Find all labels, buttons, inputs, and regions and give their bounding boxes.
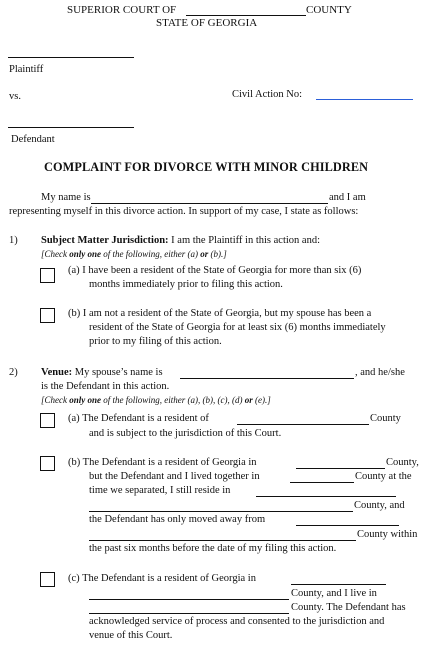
- option-2b-line-1: (b) The Defendant is a resident of Georgia in: [68, 457, 257, 468]
- option-1a-line-1: (a) I have been a resident of the State of Georgia for more than six (6): [68, 265, 362, 276]
- document-title: COMPLAINT FOR DIVORCE WITH MINOR CHILDREN: [44, 160, 369, 174]
- option-2c-line-1: (c) The Defendant is a resident of Georgia in: [68, 573, 256, 584]
- option-2b-line-7: the past six months before the date of my filing this action.: [89, 543, 337, 554]
- option-2c-line-2-field[interactable]: [89, 599, 289, 600]
- instruction-emphasis: or: [200, 249, 209, 259]
- option-2b-checkbox[interactable]: [40, 456, 55, 471]
- section-2-text: My spouse’s name is: [72, 367, 163, 378]
- intro-line-2: representing myself in this divorce action. In support of my case, I state as follows:: [9, 206, 359, 217]
- civil-action-label: Civil Action No:: [232, 89, 303, 100]
- option-2b-county-label-1: County,: [386, 457, 419, 468]
- spouse-name-field[interactable]: [180, 378, 354, 379]
- petitioner-name-field[interactable]: [91, 203, 328, 204]
- defendant-label: Defendant: [11, 134, 55, 145]
- option-2b-residence-county-field[interactable]: [89, 511, 353, 512]
- option-2a-county-field[interactable]: [237, 424, 369, 425]
- plaintiff-name-field[interactable]: [8, 57, 134, 58]
- option-2c-line-4: acknowledged service of process and consented to the jurisdiction and: [89, 616, 385, 627]
- option-2b-defendant-county-field[interactable]: [296, 468, 385, 469]
- option-2b-line-5: the Defendant has only moved away from: [89, 514, 266, 525]
- option-2b-line-3: time we separated, I still reside in: [89, 485, 231, 496]
- section-1-heading: Subject Matter Jurisdiction:: [41, 235, 169, 246]
- instruction-part: (b).]: [208, 249, 227, 259]
- option-2b-shared-county-field[interactable]: [290, 482, 354, 483]
- instruction-emphasis: only one: [69, 395, 102, 405]
- option-2b-residence-field[interactable]: [256, 496, 396, 497]
- option-2c-line-2-text: County, and I live in: [291, 588, 377, 599]
- option-2a-line-2: and is subject to the jurisdiction of this Court.: [89, 428, 282, 439]
- section-2-heading-line: [41, 367, 163, 378]
- option-2c-defendant-county-field[interactable]: [291, 584, 386, 585]
- section-1-number: 1): [9, 235, 18, 246]
- civil-action-number-field[interactable]: [316, 99, 413, 100]
- vs-label: vs.: [9, 91, 21, 102]
- intro-prefix: My name is: [41, 192, 91, 203]
- option-2b-county-label-4: County within: [357, 529, 418, 540]
- option-2c-line-3-field[interactable]: [89, 613, 289, 614]
- section-2-heading: Venue:: [41, 367, 73, 378]
- option-2b-county-label-3: County, and: [354, 500, 405, 511]
- county-name-field[interactable]: [186, 15, 306, 16]
- plaintiff-label: Plaintiff: [9, 64, 44, 75]
- section-2-number: 2): [9, 367, 18, 378]
- option-1a-checkbox[interactable]: [40, 268, 55, 283]
- instruction-part: [Check: [41, 395, 70, 405]
- option-1b-checkbox[interactable]: [40, 308, 55, 323]
- section-1-instruction: [41, 249, 227, 259]
- option-2b-line-2: but the Defendant and I lived together in: [89, 471, 260, 482]
- instruction-emphasis: or: [244, 395, 253, 405]
- option-2b-moved-county-field[interactable]: [89, 540, 356, 541]
- section-2-text-suffix: , and he/she: [355, 367, 405, 378]
- option-2c-checkbox[interactable]: [40, 572, 55, 587]
- option-2a-county-label: County: [370, 413, 401, 424]
- option-2c-line-5: venue of this Court.: [89, 630, 173, 641]
- instruction-part: of the following, either (a): [101, 249, 201, 259]
- option-2a-line-1: (a) The Defendant is a resident of: [68, 413, 209, 424]
- intro-suffix: and I am: [329, 192, 366, 203]
- section-1-heading-line: [41, 235, 320, 246]
- option-1a-line-2: months immediately prior to filing this action.: [89, 279, 283, 290]
- option-2c-line-3-text: County. The Defendant has: [291, 602, 406, 613]
- option-1b-line-3: prior to my filing of this action.: [89, 336, 222, 347]
- instruction-part: of the following, either (a), (b), (c), (d): [101, 395, 245, 405]
- option-2b-county-label-2: County at the: [355, 471, 412, 482]
- court-name-suffix: COUNTY: [306, 4, 352, 16]
- section-1-text: I am the Plaintiff in this action and:: [168, 235, 320, 246]
- option-2a-checkbox[interactable]: [40, 413, 55, 428]
- section-2-instruction: [41, 395, 271, 405]
- court-name-prefix: SUPERIOR COURT OF: [67, 4, 177, 16]
- defendant-name-field[interactable]: [8, 127, 134, 128]
- option-1b-line-2: resident of the State of Georgia for at least six (6) months immediately: [89, 322, 386, 333]
- option-2b-moved-from-field[interactable]: [296, 525, 399, 526]
- instruction-emphasis: only one: [69, 249, 102, 259]
- section-2-line-2: is the Defendant in this action.: [41, 381, 170, 392]
- instruction-part: (e).]: [252, 395, 271, 405]
- state-name: STATE OF GEORGIA: [156, 17, 258, 29]
- instruction-part: [Check: [41, 249, 70, 259]
- option-1b-line-1: (b) I am not a resident of the State of Georgia, but my spouse has been a: [68, 308, 372, 319]
